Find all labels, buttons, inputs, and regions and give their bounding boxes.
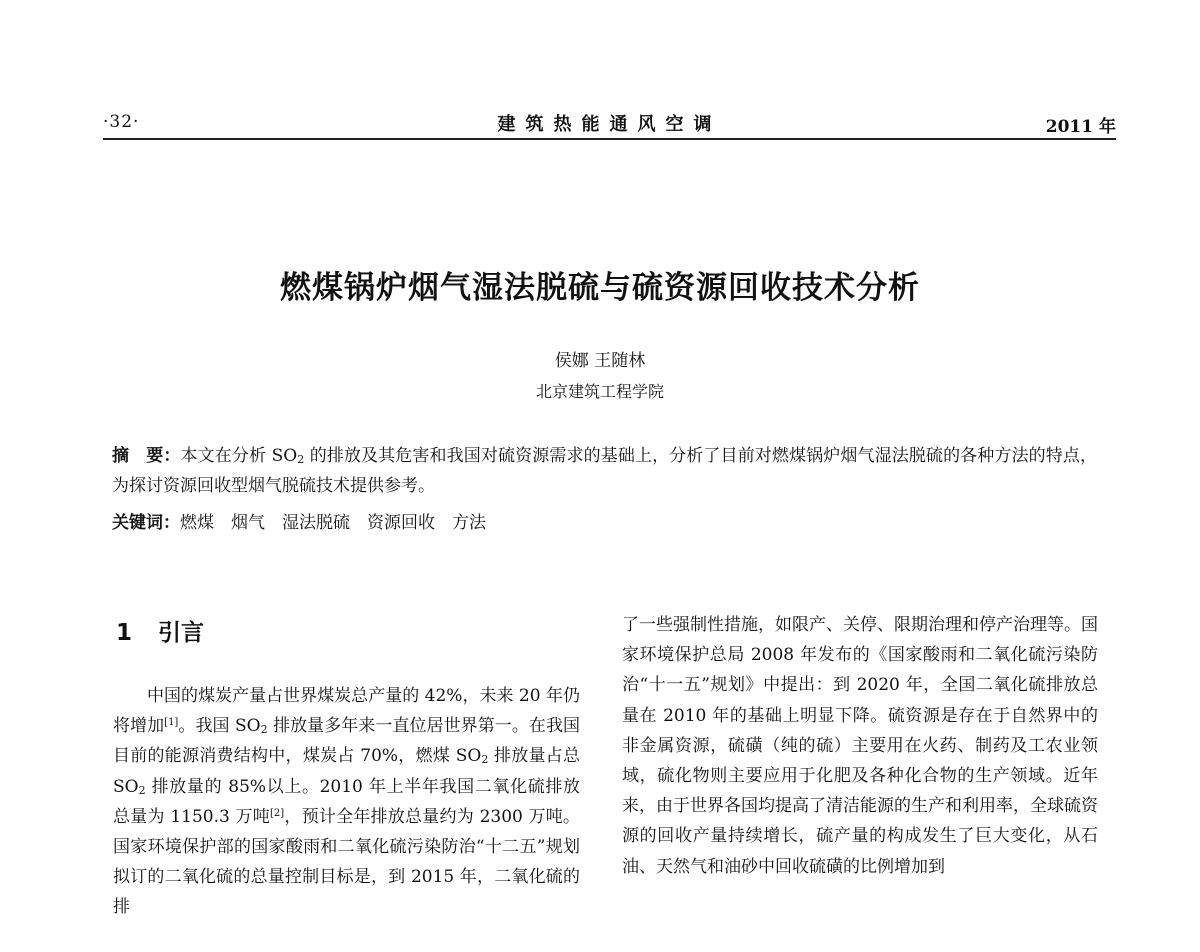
text-run: ，预计全年排放总量约为 2300 万吨。国家环境保护部的国家酸雨和二氧化硫污染防治“十二五”规划拟订的二氧化硫的总量控制目标是，到 2015 年，二氧化硫的排 [113,806,580,918]
abstract-label: 摘 要： [112,446,181,466]
subscript: 2 [260,723,268,737]
abstract [112,441,1097,501]
page-number: ·32· [103,112,140,132]
section-title: 引言 [158,620,204,646]
journal-name: 建筑热能通风空调 [497,114,722,135]
section-heading [116,614,204,647]
running-header [103,108,1116,140]
authors: 侯娜 王随林 [554,351,646,371]
subscript: 2 [481,753,489,767]
keywords-label: 关键词： [112,513,180,533]
keywords [112,508,1097,538]
affiliation: 北京建筑工程学院 [535,382,664,401]
citation-ref: [1] [164,717,179,729]
text-run: 排放量多年来一直位居世界第一。在我国目前的能源消费结构中，煤炭占 70%，燃煤 SO [113,716,580,767]
text-run: 。我国 SO [178,716,261,737]
text-run: 排放量占总 SO [113,746,580,797]
right-column-text [622,610,1098,882]
abstract-text-cont: 的排放及其危害和我国对硫资源需求的基础上，分析了目前对燃煤锅炉烟气湿法脱硫的各种方法的特点，为探讨资源回收型烟气脱硫技术提供参考。 [112,446,1098,496]
subscript: 2 [138,783,146,797]
intro-paragraph [113,681,580,923]
article-title: 燃煤锅炉烟气湿法脱硫与硫资源回收技术分析 [280,270,920,306]
section-number: 1 [116,620,133,646]
abstract-text: 本文在分析 SO [180,446,298,466]
left-column-text [113,681,580,923]
text-run: 排放量的 85%以上。2010 年上半年我国二氧化硫排放总量为 1150.3 万吨 [113,776,580,827]
citation-ref: [2] [269,807,285,819]
text-run: 中国的煤炭产量占世界煤炭总产量的 42%，未来 20 年仍将增加 [113,686,580,737]
right-paragraph: 了一些强制性措施，如限产、关停、限期治理和停产治理等。国家环境保护总局 2008 年发布的《国家酸雨和二氧化硫污染防治“十一五”规划》中提出：到 2020 年，全国二氧化硫排放总量在 2010 年的基础上明显下降。硫资源是存在于自然界中的非金属资源，硫磺（纯的硫）主要用在火药、制药及工农业领域，硫化物则主要应用于化肥及各种化合物的生产领域。近年来，由于世界各国均提高了清洁能源的生产和利用率，全球硫资源的回收产量持续增长，硫产量的构成发生了巨大变化，从石油、天然气和油砂中回收硫磺的比例增加到 [622,615,1098,877]
publication-year: 2011 年 [1045,117,1116,137]
abstract-subscript: 2 [297,453,305,466]
keywords-text: 燃煤 烟气 湿法脱硫 资源回收 方法 [180,513,486,533]
